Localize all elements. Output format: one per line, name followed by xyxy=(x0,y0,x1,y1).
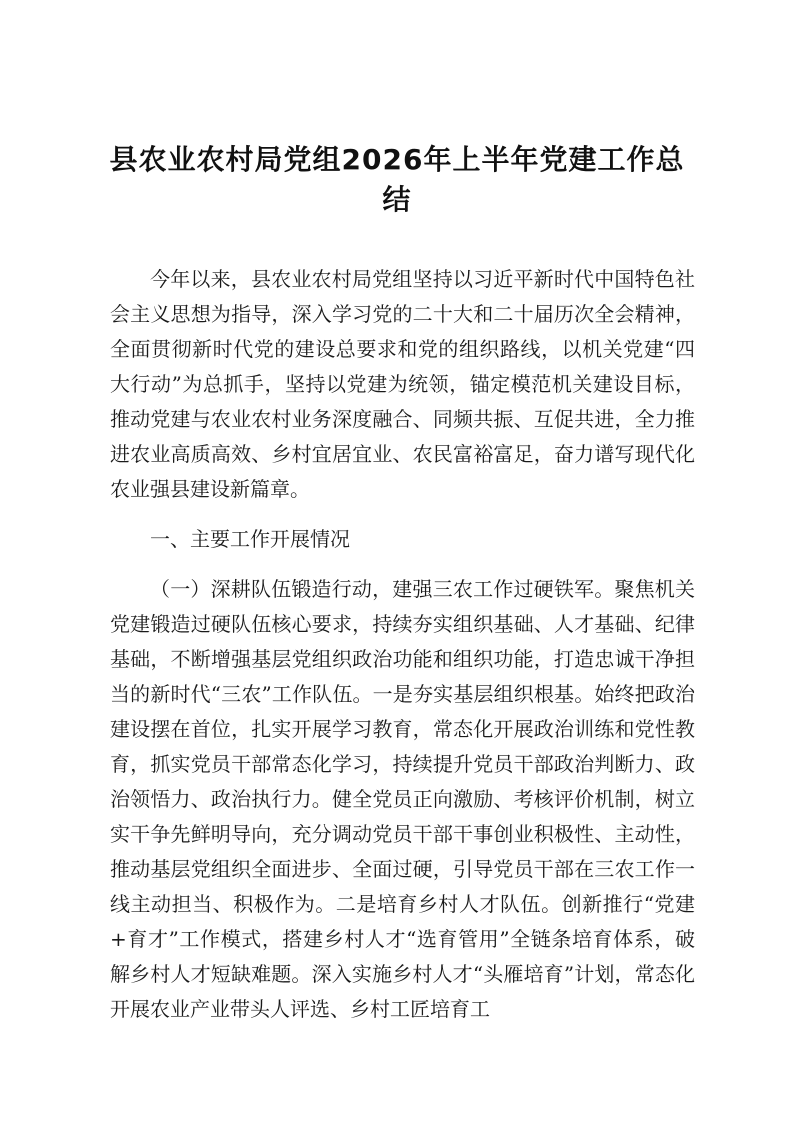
intro-paragraph: 今年以来，县农业农村局党组坚持以习近平新时代中国特色社会主义思想为指导，深入学习党的二十大和二十届历次全会精神，全面贯彻新时代党的建设总要求和党的组织路线，以机关党建“四大行动”为总抓手，坚持以党建为统领，锚定模范机关建设目标，推动党建与农业农村业务深度融合、同频共振、互促共进，全力推进农业高质高效、乡村宜居宜业、农民富裕富足，奋力谱写现代化农业强县建设新篇章。 xyxy=(110,267,695,501)
document-body xyxy=(110,262,695,1027)
section-heading: 一、主要工作开展情况 xyxy=(150,527,350,551)
section-paragraph: （一）深耕队伍锻造行动，建强三农工作过硬铁军。聚焦机关党建锻造过硬队伍核心要求，持续夯实组织基础、人才基础、纪律基础，不断增强基层党组织政治功能和组织功能，打造忠诚干净担当的新时代“三农”工作队伍。一是夯实基层组织根基。始终把政治建设摆在首位，扎实开展学习教育，常态化开展政治训练和党性教育，抓实党员干部常态化学习，持续提升党员干部政治判断力、政治领悟力、政治执行力。健全党员正向激励、考核评价机制，树立实干争先鲜明导向，充分调动党员干部干事创业积极性、主动性，推动基层党组织全面进步、全面过硬，引导党员干部在三农工作一线主动担当、积极作为。二是培育乡村人才队伍。创新推行“党建+育才”工作模式，搭建乡村人才“选育管用”全链条培育体系，破解乡村人才短缺难题。深入实施乡村人才“头雁培育”计划，常态化开展农业产业带头人评选、乡村工匠培育工 xyxy=(110,577,695,1021)
document-title: 县农业农村局党组2026年上半年党建工作总结 xyxy=(109,143,685,216)
